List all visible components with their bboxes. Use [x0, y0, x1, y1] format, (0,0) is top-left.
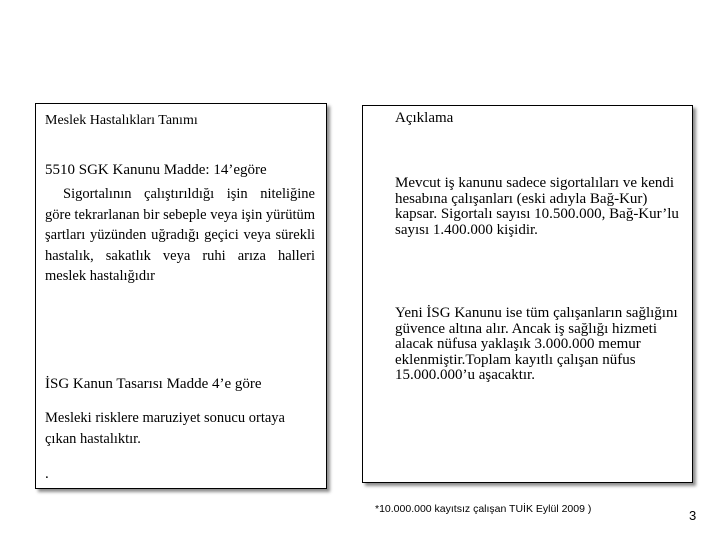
isg-article-line: İSG Kanun Tasarısı Madde 4’e göre	[45, 376, 262, 392]
sgk-definition-text	[45, 184, 315, 287]
trailing-dot: .	[45, 466, 49, 482]
explanation-heading: Açıklama	[395, 110, 454, 126]
sgk-article-line: 5510 SGK Kanunu Madde: 14’egöre	[45, 162, 267, 178]
footnote: *10.000.000 kayıtsız çalışan TUİK Eylül 2009 )	[375, 503, 592, 515]
isg-definition-text: Mesleki risklere maruziyet sonucu ortaya çıkan hastalıktır.	[45, 410, 285, 447]
explanation-box	[362, 105, 693, 483]
page-number: 3	[689, 508, 697, 523]
explanation-paragraph-2: Yeni İSG Kanunu ise tüm çalışanların sağlığını güvence altına alır. Ancak iş sağlığı hizmeti alacak nüfusa yaklaşık 3.000.000 memur eklenmiştir.Toplam kayıtlı çalışan nüfus 15.000.000’u aşacaktır.	[395, 305, 678, 383]
explanation-paragraph-1: Mevcut iş kanunu sadece sigortalıları ve kendi hesabına çalışanları (eski adıyla Bağ-Kur) kapsar. Sigortalı sayısı 10.500.000, Bağ-Kur’lu sayısı 1.400.000 kişidir.	[395, 175, 679, 238]
definition-box	[35, 103, 327, 489]
definition-heading: Meslek Hastalıkları Tanımı	[45, 113, 198, 128]
sgk-definition-body: Sigortalının çalıştırıldığı işin niteliğine göre tekrarlanan bir sebeple veya işin yürütüm şartları yüzünden uğradığı geçici veya sürekli hastalık, sakatlık veya ruhi arıza halleri meslek hastalığıdır	[45, 186, 315, 284]
